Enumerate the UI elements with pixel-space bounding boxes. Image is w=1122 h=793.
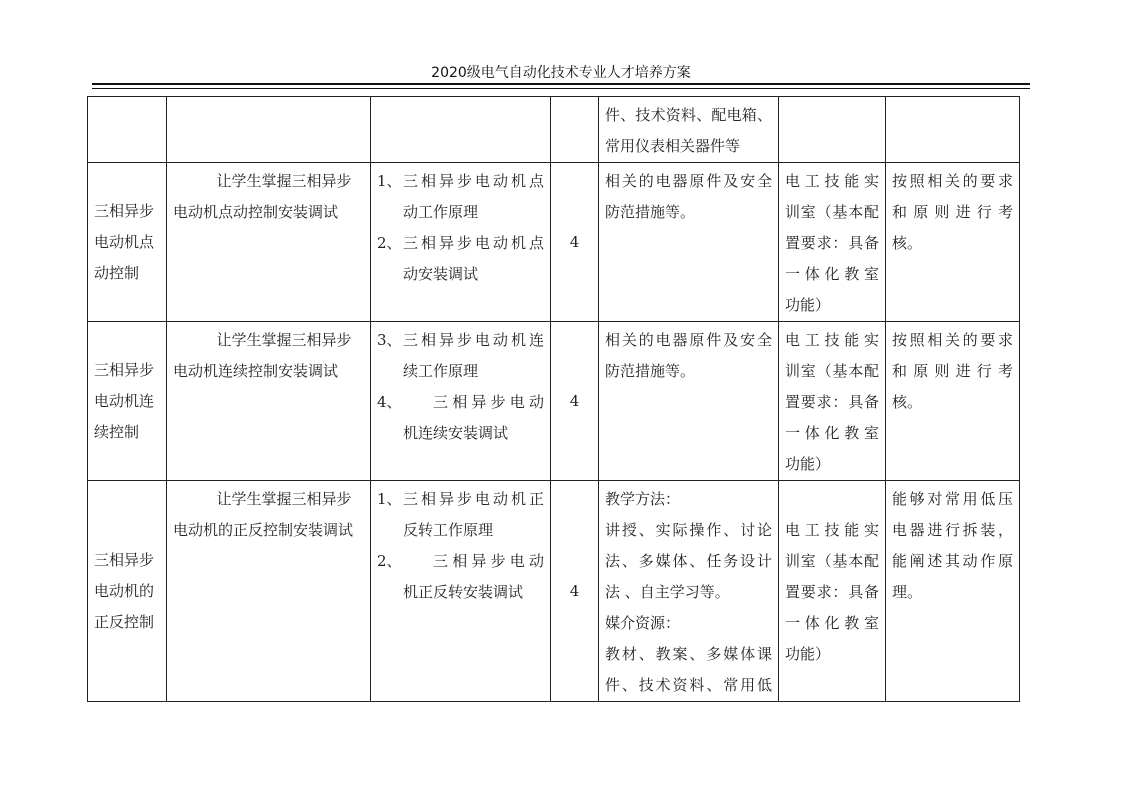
table-row [88, 481, 1020, 702]
content-item-number: 4、 [377, 393, 402, 411]
content-cell [371, 481, 551, 702]
content-item-line: 续工作原理 [403, 362, 479, 380]
venue-cell [779, 97, 886, 163]
assessment-line: 和原则进行考 [892, 362, 1013, 380]
page-header-title: 2020级电气自动化技术专业人才培养方案 [431, 65, 691, 81]
resources-cell [599, 163, 779, 322]
assessment-cell [886, 163, 1020, 322]
module-name-cell [88, 163, 167, 322]
venue-line: 置要求：具备 [785, 234, 879, 252]
content-cell [371, 97, 551, 163]
module-name-line: 三相异步 [94, 360, 155, 379]
resources-line: 法 、自主学习等。 [605, 583, 730, 601]
module-name-line: 电动机的 [94, 581, 155, 600]
assessment-cell [886, 322, 1020, 481]
resources-cell [599, 97, 779, 163]
content-item-number: 1、 [377, 172, 402, 190]
content-item-line: 三相异步电动 [433, 552, 544, 570]
resources-cell [599, 322, 779, 481]
assessment-cell [886, 97, 1020, 163]
module-name-line: 三相异步 [94, 550, 155, 569]
module-name-line: 正反控制 [94, 612, 155, 631]
assessment-line: 理。 [892, 583, 923, 601]
goal-text: 让学生掌握三相异步电动机连续控制安装调试 [173, 331, 352, 380]
table-row [88, 322, 1020, 481]
content-item-number: 2、 [377, 234, 402, 252]
venue-line: 功能） [785, 645, 831, 663]
assessment-cell [886, 481, 1020, 702]
content-item-number: 1、 [377, 490, 402, 508]
content-item [377, 484, 544, 546]
hours-cell: 4 [551, 163, 599, 322]
module-name-cell [88, 97, 167, 163]
venue-line: 功能） [785, 455, 831, 473]
venue-cell [779, 481, 886, 702]
assessment-line: 核。 [892, 234, 923, 252]
venue-cell [779, 163, 886, 322]
header-rule-thin [92, 88, 1030, 89]
assessment-line: 核。 [892, 393, 923, 411]
table-row [88, 163, 1020, 322]
content-item-line: 动工作原理 [403, 203, 479, 221]
resources-line: 相关的电器原件及安全 [605, 172, 772, 190]
venue-line: 电工技能实 [785, 331, 879, 349]
goal-text: 让学生掌握三相异步电动机点动控制安装调试 [173, 172, 352, 221]
goal-cell [167, 163, 371, 322]
resources-line: 件、技术资料、配电箱、 [605, 106, 772, 124]
module-name-line: 续控制 [94, 422, 140, 441]
assessment-line: 按照相关的要求 [892, 172, 1013, 190]
resources-line: 防范措施等。 [605, 362, 696, 380]
content-cell [371, 163, 551, 322]
resources-line: 件、技术资料、常用低 [605, 676, 772, 694]
module-name-cell [88, 322, 167, 481]
goal-cell [167, 97, 371, 163]
module-name-line: 三相异步 [94, 201, 155, 220]
content-item [377, 387, 544, 449]
resources-line: 防范措施等。 [605, 203, 696, 221]
resources-cell [599, 481, 779, 702]
content-item [377, 325, 544, 387]
resources-line: 教材、教案、多媒体课 [605, 645, 772, 663]
venue-line: 功能） [785, 296, 831, 314]
assessment-line: 按照相关的要求 [892, 331, 1013, 349]
content-item-line: 反转工作原理 [403, 521, 494, 539]
header-rule-thick [92, 83, 1030, 85]
content-item-line: 三相异步电动机正 [403, 490, 544, 508]
module-name-line: 电动机连 [94, 391, 155, 410]
assessment-line: 和原则进行考 [892, 203, 1013, 221]
content-item-line: 三相异步电动机点 [403, 234, 544, 252]
venue-line: 电工技能实 [785, 172, 879, 190]
assessment-line: 能阐述其动作原 [892, 552, 1013, 570]
content-item-line: 动安装调试 [403, 265, 479, 283]
content-item-line: 机正反转安装调试 [403, 583, 524, 601]
resources-line: 常用仪表相关器件等 [605, 137, 741, 155]
hours-cell: 4 [551, 481, 599, 702]
assessment-line: 电器进行拆装， [892, 521, 1013, 539]
module-name-line: 动控制 [94, 263, 140, 282]
goal-text: 让学生掌握三相异步电动机的正反控制安装调试 [173, 490, 354, 539]
resources-line: 教学方法： [605, 490, 681, 508]
resources-line: 讲授、实际操作、讨论 [605, 521, 772, 539]
goal-cell [167, 322, 371, 481]
resources-line: 相关的电器原件及安全 [605, 331, 772, 349]
content-item [377, 546, 544, 608]
venue-line: 训室（基本配 [785, 203, 879, 221]
content-item-line: 机连续安装调试 [403, 424, 509, 442]
goal-cell [167, 481, 371, 702]
module-name-cell [88, 481, 167, 702]
curriculum-table [87, 96, 1020, 702]
venue-line: 训室（基本配 [785, 552, 879, 570]
venue-line: 一体化教室 [785, 614, 879, 632]
venue-line: 置要求：具备 [785, 393, 879, 411]
content-item [377, 228, 544, 290]
content-item-line: 三相异步电动机点 [403, 172, 544, 190]
content-item-line: 三相异步电动 [433, 393, 544, 411]
venue-line: 一体化教室 [785, 265, 879, 283]
venue-line: 训室（基本配 [785, 362, 879, 380]
content-item [377, 166, 544, 228]
venue-cell [779, 322, 886, 481]
assessment-line: 能够对常用低压 [892, 490, 1013, 508]
content-item-number: 2、 [377, 552, 402, 570]
resources-line: 法、多媒体、任务设计 [605, 552, 772, 570]
content-item-number: 3、 [377, 331, 402, 349]
module-name-line: 电动机点 [94, 232, 155, 251]
content-item-line: 三相异步电动机连 [403, 331, 544, 349]
venue-line: 电工技能实 [785, 521, 879, 539]
table-row [88, 97, 1020, 163]
venue-line: 置要求：具备 [785, 583, 879, 601]
hours-cell: 4 [551, 322, 599, 481]
content-cell [371, 322, 551, 481]
resources-line: 媒介资源： [605, 614, 681, 632]
venue-line: 一体化教室 [785, 424, 879, 442]
hours-cell [551, 97, 599, 163]
